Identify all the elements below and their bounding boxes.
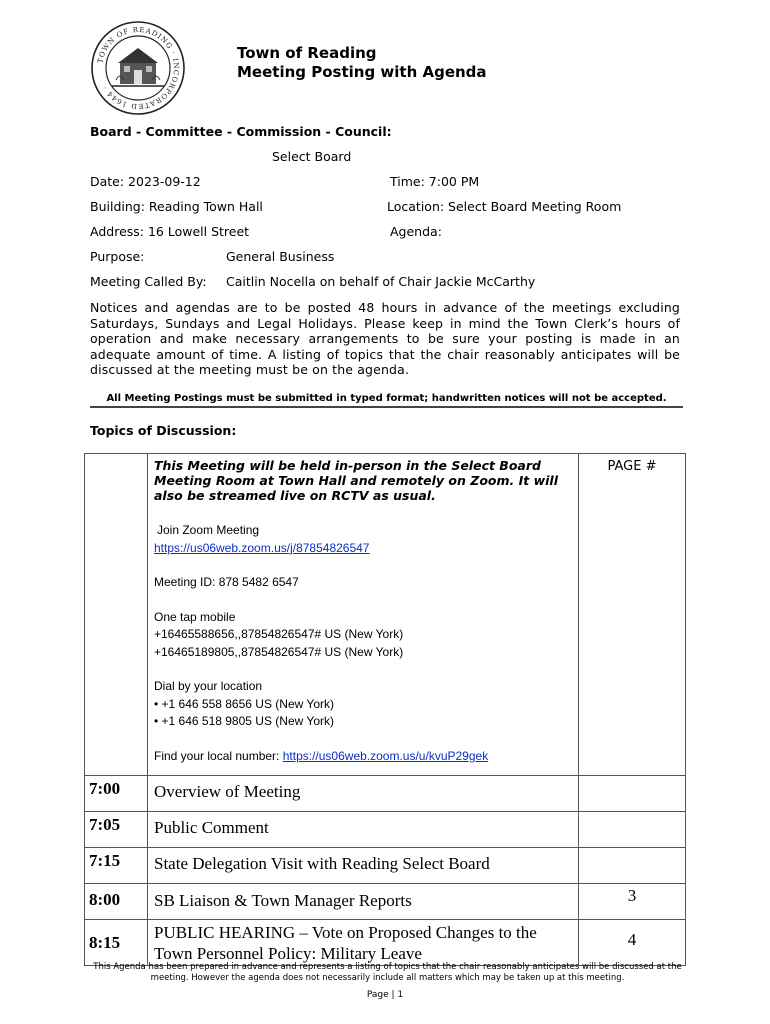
agenda-row [85,884,686,920]
town-seal-logo [90,20,186,116]
board-value: Select Board [272,149,352,164]
intro-time-cell [85,454,148,776]
purpose-value: General Business [226,249,335,264]
agenda-time: 7:15 [89,851,121,870]
agenda-row [85,812,686,848]
meeting-location: Location: Select Board Meeting Room [387,199,622,214]
called-by-label: Meeting Called By: [90,274,207,289]
one-tap-label: One tap mobile [154,609,236,624]
agenda-row [85,848,686,884]
intro-details-cell [148,454,579,776]
intro-row [85,454,686,776]
find-local-label: Find your local number: [154,748,283,763]
meeting-building: Building: Reading Town Hall [90,199,263,214]
page-title-line2: Meeting Posting with Agenda [237,63,487,81]
purpose-label: Purpose: [90,249,145,264]
posting-notice-paragraph: Notices and agendas are to be posted 48 hours in advance of the meetings excluding Saturdays, Sundays and Legal Holidays. Please keep in mind the Town Clerk’s hours of operation and make necessary arrangements to be sure your posting is made in an adequate amount of time. A listing of topics that the chair reasonably anticipates will be discussed at the meeting must be on the agenda. [90,300,680,377]
one-tap-number-2: +16465189805,,87854826547# US (New York) [154,644,404,659]
agenda-page: 4 [627,930,637,949]
svg-text:TOWN OF READING · INCORPORATED: TOWN OF READING · INCORPORATED 1644 · [96,25,181,111]
agenda-table [84,453,686,966]
topics-heading: Topics of Discussion: [90,423,237,438]
zoom-meeting-link[interactable]: https://us06web.zoom.us/j/87854826547 [154,540,370,555]
agenda-time: 7:00 [89,779,121,798]
agenda-row [85,920,686,966]
find-local-link[interactable]: https://us06web.zoom.us/u/kvuP29gek [282,748,489,763]
called-by-value: Caitlin Nocella on behalf of Chair Jackie McCarthy [226,274,536,289]
meeting-time: Time: 7:00 PM [390,174,480,189]
page-title-line1: Town of Reading [237,44,377,62]
agenda-topic: PUBLIC HEARING – Vote on Proposed Changes to the Town Personnel Policy: Military Leave [154,923,537,963]
page-column-header: PAGE # [607,459,657,474]
agenda-topic: SB Liaison & Town Manager Reports [154,891,412,910]
hybrid-meeting-notice: This Meeting will be held in-person in the Select Board Meeting Room at Town Hall and remotely on Zoom. It will also be streamed live on RCTV as usual. [154,458,558,503]
agenda-page: 3 [627,886,637,905]
dial-number-1: • +1 646 558 8656 US (New York) [154,696,334,711]
page-column-header-cell [579,454,686,776]
agenda-time: 8:00 [89,890,121,909]
one-tap-number-1: +16465588656,,87854826547# US (New York) [154,627,404,641]
agenda-disclaimer: This Agenda has been prepared in advance and represents a listing of topics that the chair reasonably anticipates will be discussed at the meeting. However the agenda does not necessarily include all matters which may be taken up at this meeting. [93,962,682,983]
agenda-label: Agenda: [390,224,442,239]
join-zoom-label: Join Zoom Meeting [157,523,260,537]
agenda-row [85,776,686,812]
typed-format-notice: All Meeting Postings must be submitted in typed format; handwritten notices will not be accepted. [90,393,683,408]
agenda-time: 7:05 [89,815,121,834]
agenda-time: 8:15 [89,933,121,952]
agenda-topic: Public Comment [154,818,269,837]
agenda-topic: Overview of Meeting [154,782,301,801]
meeting-id: Meeting ID: 878 5482 6547 [154,575,299,589]
agenda-topic: State Delegation Visit with Reading Select Board [154,854,490,873]
board-label: Board - Committee - Commission - Council: [90,124,392,139]
meeting-address: Address: 16 Lowell Street [90,224,250,239]
dial-location-label: Dial by your location [154,679,263,693]
meeting-date: Date: 2023-09-12 [90,174,201,189]
page-number: Page | 1 [366,990,404,1000]
dial-number-2: • +1 646 518 9805 US (New York) [154,714,334,728]
